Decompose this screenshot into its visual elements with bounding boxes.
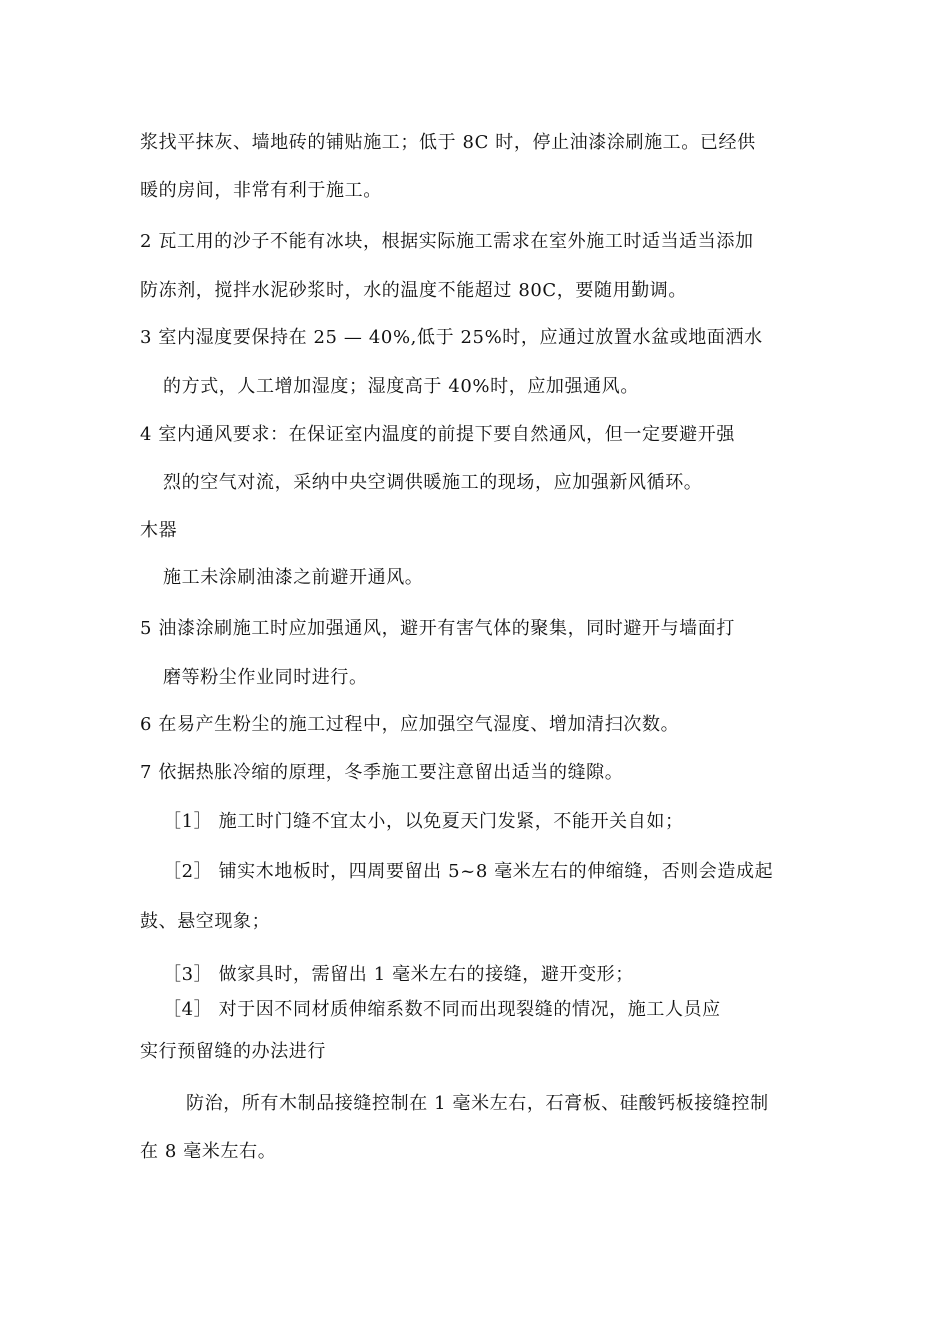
text-line: 暖的房间，非常有利于施工。 (140, 180, 382, 201)
text-line: 实行预留缝的办法进行 (140, 1041, 326, 1062)
text-line: 5 油漆涂刷施工时应加强通风，避开有害气体的聚集，同时避开与墙面打 (140, 618, 735, 639)
text-line: 3 室内湿度要保持在 25 — 40%,低于 25%时，应通过放置水盆或地面洒水 (140, 327, 763, 348)
list-item: ［2］ 铺实木地板时，四周要留出 5~8 毫米左右的伸缩缝，否则会造成起 (163, 861, 774, 882)
text-line: 烈的空气对流，采纳中央空调供暖施工的现场，应加强新风循环。 (163, 472, 703, 493)
text-line: 施工未涂刷油漆之前避开通风。 (163, 567, 424, 588)
section-label: 木器 (140, 520, 178, 541)
text-line: 鼓、悬空现象； (140, 911, 271, 932)
list-item: ［4］ 对于因不同材质伸缩系数不同而出现裂缝的情况，施工人员应 (163, 999, 721, 1020)
list-item: ［1］ 施工时门缝不宜太小，以免夏天门发紧，不能开关自如； (163, 811, 684, 832)
list-item: ［3］ 做家具时，需留出 1 毫米左右的接缝，避开变形； (163, 964, 634, 985)
text-line: 2 瓦工用的沙子不能有冰块，根据实际施工需求在室外施工时适当适当添加 (140, 231, 754, 252)
text-line: 防治，所有木制品接缝控制在 1 毫米左右，石膏板、硅酸钙板接缝控制 (186, 1093, 769, 1114)
text-line: 磨等粉尘作业同时进行。 (163, 667, 368, 688)
text-line: 7 依据热胀冷缩的原理，冬季施工要注意留出适当的缝隙。 (140, 762, 624, 783)
text-line: 防冻剂，搅拌水泥砂浆时，水的温度不能超过 80C，要随用勤调。 (140, 280, 687, 301)
text-line: 在 8 毫米左右。 (140, 1141, 277, 1162)
text-line: 的方式，人工增加湿度；湿度高于 40%时，应加强通风。 (163, 376, 639, 397)
text-line: 浆找平抹灰、墙地砖的铺贴施工；低于 8C 时，停止油漆涂刷施工。已经供 (140, 132, 756, 153)
text-line: 6 在易产生粉尘的施工过程中，应加强空气湿度、增加清扫次数。 (140, 714, 680, 735)
text-line: 4 室内通风要求：在保证室内温度的前提下要自然通风，但一定要避开强 (140, 424, 735, 445)
